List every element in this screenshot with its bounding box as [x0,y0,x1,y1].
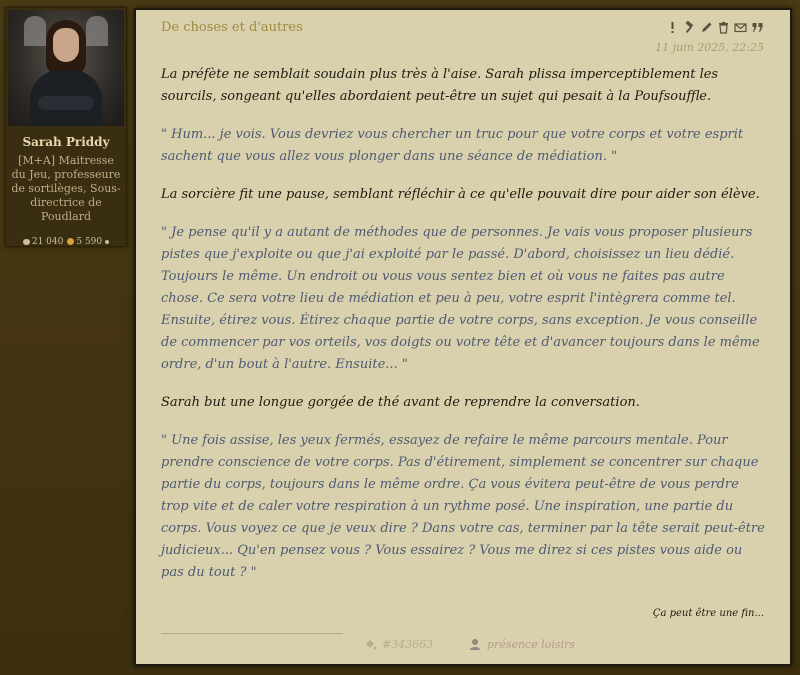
post-id-link[interactable] [364,638,433,651]
footer-divider [161,633,343,634]
post-id[interactable]: #343663 [382,638,434,651]
delete-icon[interactable] [717,21,730,34]
paragraph-narration: La préfète ne semblait soudain plus très à l'aise. Sarah plissa imperceptiblement les sourcils, songeant qu'elles abordaient peut-être un sujet qui pesait à la Poufsouffle. [161,67,719,104]
paragraph-dialog: " Hum... je vois. Vous devriez vous chercher un truc pour que votre corps et votre esprit sachent que vous allez vous plonger dans une séance de médiation. " [161,127,744,164]
author-name[interactable]: Sarah Priddy [22,135,110,149]
presence-label[interactable]: présence loisirs [487,638,575,651]
points-count: 5 590 [76,237,103,247]
paragraph-dialog: " Une fois assise, les yeux fermés, essayez de refaire le même parcours mentale. Pour prendre conscience de votre corps. Pas d'étirement, simplement se concentrer sur chaque partie du corps, toujours dans le même ordre. Ça vous évitera peut-être de vous perdre trop vite et de caler votre respiration à un rythme posé. Une inspiration, une partie du corps. Vous voyez ce que je veux dire ? Dans votre cas, terminer par la tête serait peut-être judicieux... Qu'en pensez vous ? Vous essairez ? Vous me direz si ces pistes vous aide ou pas du tout ? " [161,433,765,580]
status-dot-icon [105,240,109,244]
paragraph-narration: Sarah but une longue gorgée de thé avant de reprendre la conversation. [161,395,640,410]
post-signature: Ça peut être une fin... [652,608,764,619]
hammer-icon[interactable] [683,21,696,34]
presence-link[interactable] [469,638,575,651]
paragraph-dialog: " Je pense qu'il y a autant de méthodes que de personnes. Je vais vous proposer plusieurs pistes que j'exploite ou que j'ai exploité par le passé. D'abord, choisissez un lieu dédié. Toujours le même. Un endroit ou vous vous sentez bien et où vous ne faites pas autre chose. Ce sera votre lieu de médiation et peu à peu, votre esprit l'intègrera comme tel. Ensuite, étirez vous. Étirez chaque partie de votre corps, sans exception. Je vous conseille de commencer par vos orteils, vos doigts ou votre tête et d'avancer toujours dans le même ordre, d'un bout à l'autre. Ensuite... " [161,225,760,372]
report-icon[interactable] [666,21,679,34]
edit-icon[interactable] [700,21,713,34]
points-icon [67,238,74,245]
post-body [161,64,769,600]
post-card [134,8,792,666]
author-profile [5,7,127,247]
post-date[interactable]: 11 juin 2025, 22:25 [655,41,764,54]
messages-icon [23,239,30,245]
post-title[interactable]: De choses et d'autres [161,20,303,35]
mail-icon[interactable] [734,21,747,34]
author-stats [6,237,126,247]
paint-bucket-icon [364,638,377,651]
messages-count: 21 040 [31,237,64,247]
post-actions [666,21,764,34]
author-role: [M+A] Maitresse du Jeu, professeure de sortilèges, Sous-directrice de Poudlard [11,154,121,223]
avatar[interactable] [8,10,124,126]
paragraph-narration: La sorcière fit une pause, semblant réfléchir à ce qu'elle pouvait dire pour aider son élève. [161,187,760,202]
quote-icon[interactable] [751,21,764,34]
user-icon [469,638,481,651]
